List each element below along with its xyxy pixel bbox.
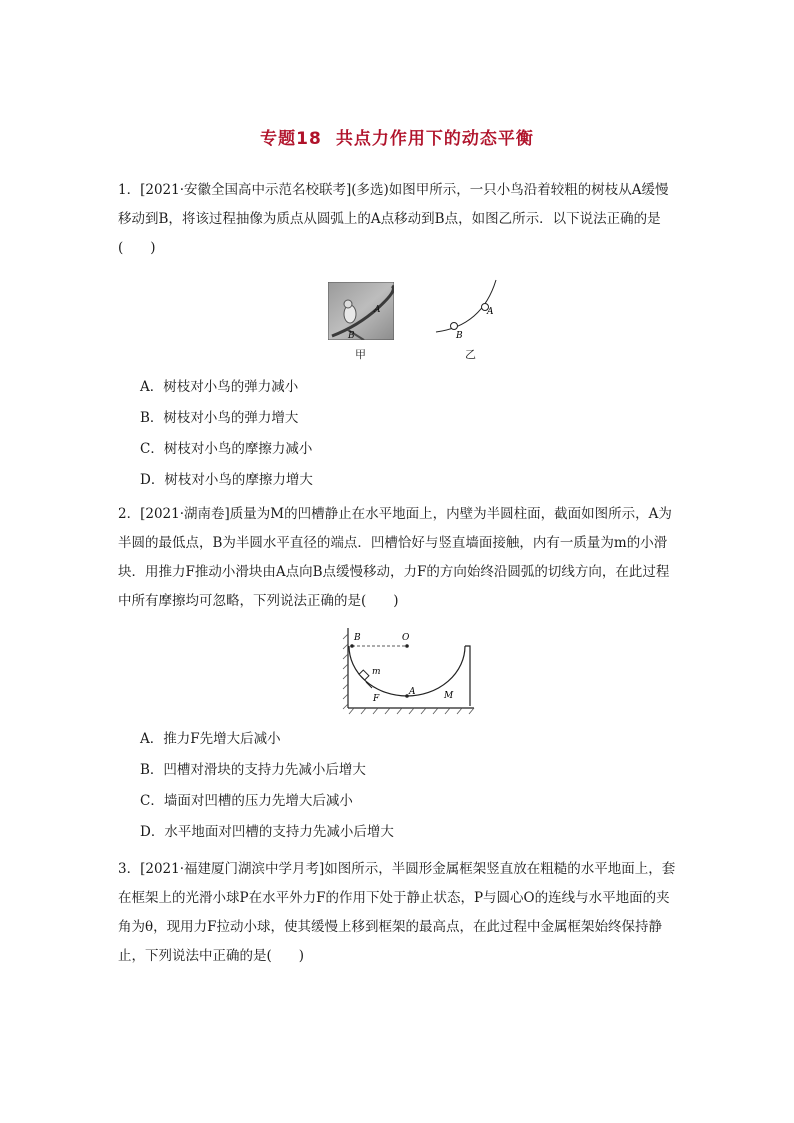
arc-label-b: B — [456, 331, 463, 338]
q2-option-a[interactable]: A．推力F先增大后减小 — [140, 731, 281, 747]
arc-label-a: A — [487, 307, 494, 317]
q2-option-b[interactable]: B．凹槽对滑块的支持力先减小后增大 — [140, 762, 366, 778]
caption-yi: 乙 — [465, 348, 476, 361]
groove-label-b: B — [354, 633, 361, 643]
ground-hatch — [349, 708, 474, 714]
groove-label-o: O — [402, 633, 410, 643]
bird-photo — [328, 282, 394, 340]
q2-option-d[interactable]: D．水平地面对凹槽的支持力先减小后增大 — [140, 824, 394, 840]
q1-option-a[interactable]: A．树枝对小鸟的弹力减小 — [140, 379, 299, 395]
q2-option-c[interactable]: C．墙面对凹槽的压力先增大后减小 — [140, 793, 353, 809]
groove-label-big-m: M — [444, 691, 454, 701]
slider-block — [359, 670, 369, 680]
groove-right-wall — [465, 646, 470, 706]
q1-option-b[interactable]: B．树枝对小鸟的弹力增大 — [140, 410, 299, 426]
point-o-dot — [405, 644, 409, 648]
point-b-circle — [451, 323, 458, 330]
wall-hatch — [343, 634, 348, 709]
question-2-text: 2．[2021·湖南卷]质量为M的凹槽静止在水平地面上，内壁为半圆柱面，截面如图所示，A为半圆的最低点，B为半圆水平直径的端点．凹槽恰好与竖直墙面接触，内有一质量为m的小滑块．用推力F推动小滑块由A点向B点缓慢移动，力F的方向始终沿圆弧的切线方向，在此过程中所有摩擦均可忽略，下列说法正确的是( ) — [118, 506, 672, 609]
photo-label-b: B — [348, 331, 355, 340]
q1-option-c[interactable]: C．树枝对小鸟的摩擦力减小 — [140, 441, 313, 457]
page-title — [0, 124, 794, 149]
title-prefix: 专题18 — [260, 129, 322, 149]
groove-label-m: m — [372, 667, 381, 677]
groove-label-f: F — [373, 694, 380, 704]
q1-option-d[interactable]: D．树枝对小鸟的摩擦力增大 — [140, 472, 313, 488]
title-main: 共点力作用下的动态平衡 — [335, 129, 534, 149]
arc-diagram — [432, 276, 506, 338]
groove-diagram — [340, 626, 480, 716]
question-1-text: 1．[2021·安徽全国高中示范名校联考](多选)如图甲所示，一只小鸟沿着较粗的树枝从A缓慢移动到B，将该过程抽像为质点从圆弧上的A点移动到B点，如图乙所示．以下说法正确的是( ) — [118, 182, 669, 256]
groove-label-a: A — [409, 687, 416, 697]
point-b-dot — [350, 644, 354, 648]
question-3-text: 3．[2021·福建厦门湖滨中学月考]如图所示，半圆形金属框架竖直放在粗糙的水平地面上，套在框架上的光滑小球P在水平外力F的作用下处于静止状态，P与圆心O的连线与水平地面的夹角为θ，现用力F拉动小球，使其缓慢上移到框架的最高点，在此过程中金属框架始终保持静止，下列说法中正确的是( ) — [118, 861, 676, 964]
caption-jia: 甲 — [355, 348, 366, 361]
groove-arc — [349, 646, 465, 696]
photo-label-a: A — [374, 305, 381, 315]
